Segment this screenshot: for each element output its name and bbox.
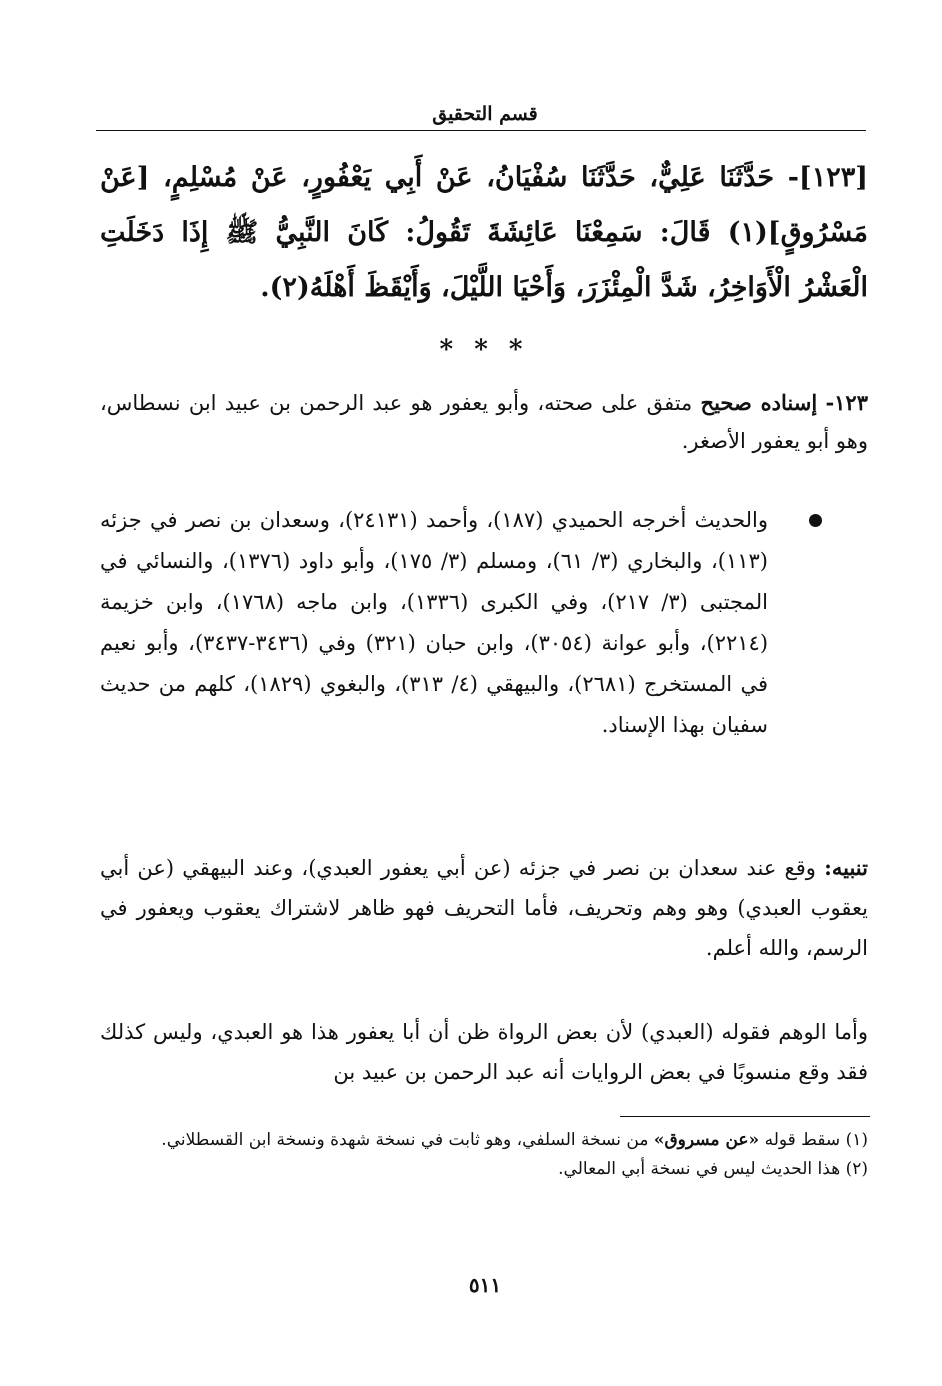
commentary-verdict: إسناده صحيح [700, 390, 818, 415]
footnote-1-quote: «عن مسروق» [653, 1130, 760, 1150]
bullet-icon [809, 514, 822, 527]
footnotes [100, 1126, 868, 1184]
hadith-text: [١٢٣]- حَدَّثَنَا عَلِيٌّ، حَدَّثَنَا سُفْيَانُ، عَنْ أَبِي يَعْفُورٍ، عَنْ مُسْلِمٍ، [عَنْ مَسْرُوقٍ](١) قَالَ: سَمِعْنَا عَائِشَةَ تَقُولُ: كَانَ النَّبِيُّ ﷺ إِذَا دَخَلَتِ الْعَشْرُ الْأَوَاخِرُ، شَدَّ الْمِئْزَرَ، وَأَحْيَا اللَّيْلَ، وَأَيْقَظَ أَهْلَهُ(٢). [100, 162, 868, 303]
footnote-1-text: من نسخة السلفي، وهو ثابت في نسخة شهدة ونسخة ابن القسطلاني. [161, 1130, 649, 1150]
commentary-paragraph [100, 384, 868, 460]
header-rule [96, 130, 866, 131]
commentary-number: ١٢٣- [825, 390, 868, 415]
footnote-2-number: (٢) [845, 1159, 868, 1179]
note-paragraph [100, 848, 868, 968]
takhrij-text: والحديث أخرجه الحميدي (١٨٧)، وأحمد (٢٤١٣١)، وسعدان بن نصر في جزئه (١١٣)، والبخاري (٣/ ٦١)، ومسلم (٣/ ١٧٥)، وأبو داود (١٣٧٦)، والنسائي في المجتبى (٣/ ٢١٧)، وفي الكبرى (١٣٣٦)، وابن ماجه (١٧٦٨)، وابن خزيمة (٢٢١٤)، وأبو عوانة (٣٠٥٤)، وابن حبان (٣٢١) وفي (٣٤٣٦-٣٤٣٧)، وأبو نعيم في المستخرج (٢٦٨١)، والبيهقي (٤/ ٣١٣)، والبغوي (١٨٢٩)، كلهم من حديث سفيان بهذا الإسناد. [100, 508, 769, 737]
note-text: وقع عند سعدان بن نصر في جزئه (عن أبي يعفور العبدي)، وعند البيهقي (عن أبي يعقوب العبدي) وهو وهم وتحريف، فأما التحريف فهو ظاهر لاشتراك يعقوب ويعفور في الرسم، والله أعلم. [100, 856, 868, 960]
footnote-rule [620, 1116, 870, 1117]
page-number: ٥١١ [468, 1273, 502, 1297]
footnote-1-number: (١) [845, 1130, 868, 1150]
note-label: تنبيه: [824, 855, 868, 880]
footnote-1 [100, 1126, 868, 1155]
footnote-1-lead: سقط قوله [764, 1130, 841, 1150]
footnote-2 [100, 1155, 868, 1184]
takhrij-bullet [100, 500, 868, 746]
continuation-paragraph: وأما الوهم فقوله (العبدي) لأن بعض الرواة ظن أن أبا يعفور هذا هو العبدي، وليس كذلك فقد وقع منسوبًا في بعض الروايات أنه عبد الرحمن بن عبيد بن [100, 1020, 868, 1084]
commentary-text: متفق على صحته، وأبو يعفور هو عبد الرحمن بن عبيد ابن نسطاس، وهو أبو يعفور الأصغر. [100, 391, 868, 453]
footnote-2-text: هذا الحديث ليس في نسخة أبي المعالي. [558, 1159, 841, 1179]
running-head: قسم التحقيق [432, 103, 538, 125]
section-separator: * * * [439, 335, 529, 365]
